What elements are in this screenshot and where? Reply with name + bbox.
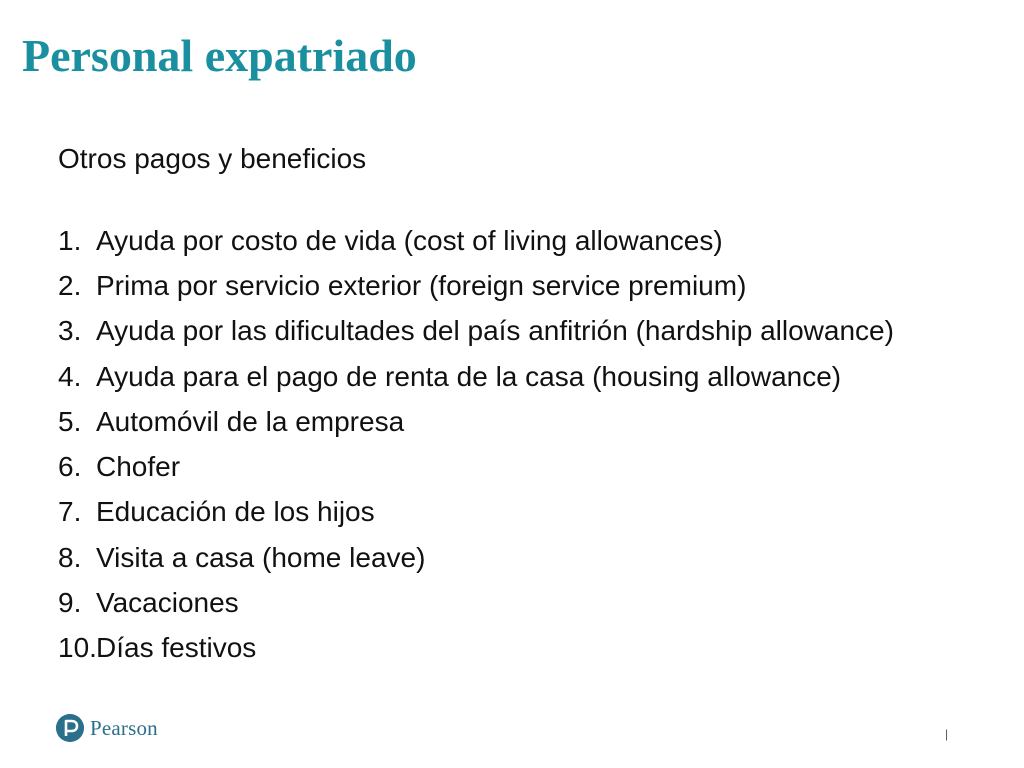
list-item-text: Ayuda para el pago de renta de la casa (housing allowance) (96, 360, 842, 392)
list-item (58, 626, 894, 671)
list-item-text: Ayuda por las dificultades del país anfitrión (hardship allowance) (96, 315, 894, 347)
list-item (58, 354, 894, 399)
list-item-text: Prima por servicio exterior (foreign service premium) (96, 269, 747, 301)
pearson-logo-text: Pearson (90, 715, 158, 740)
list-item-text: Automóvil de la empresa (96, 405, 405, 437)
list-item-number: 7. (58, 496, 82, 528)
list-item-text: Vacaciones (96, 587, 239, 619)
list-item-text: Visita a casa (home leave) (96, 541, 426, 573)
benefits-list (58, 218, 894, 671)
list-item (58, 580, 894, 625)
pearson-p-icon (56, 714, 84, 742)
list-item (58, 263, 894, 308)
slide-subheading: Otros pagos y beneficios (58, 143, 367, 174)
list-item (58, 399, 894, 444)
list-item-text: Días festivos (96, 632, 257, 664)
list-item (58, 218, 894, 263)
list-item-number: 9. (58, 587, 82, 619)
list-item-text: Chofer (96, 451, 181, 483)
list-item-number: 3. (58, 315, 82, 347)
slide-title: Personal expatriado (22, 30, 417, 81)
list-item-number: 8. (58, 541, 82, 573)
pearson-logo (56, 714, 158, 742)
list-item-number: 10. (58, 632, 97, 664)
list-item-number: 2. (58, 269, 82, 301)
list-item (58, 444, 894, 489)
list-item-number: 4. (58, 360, 82, 392)
list-item-number: 6. (58, 451, 82, 483)
list-item-text: Educación de los hijos (96, 496, 375, 528)
list-item-number: 5. (58, 405, 82, 437)
list-item (58, 309, 894, 354)
list-item-number: 1. (58, 224, 82, 256)
list-item-text: Ayuda por costo de vida (cost of living allowances) (96, 224, 723, 256)
list-item (58, 490, 894, 535)
page-number: | (945, 727, 949, 741)
list-item (58, 535, 894, 580)
